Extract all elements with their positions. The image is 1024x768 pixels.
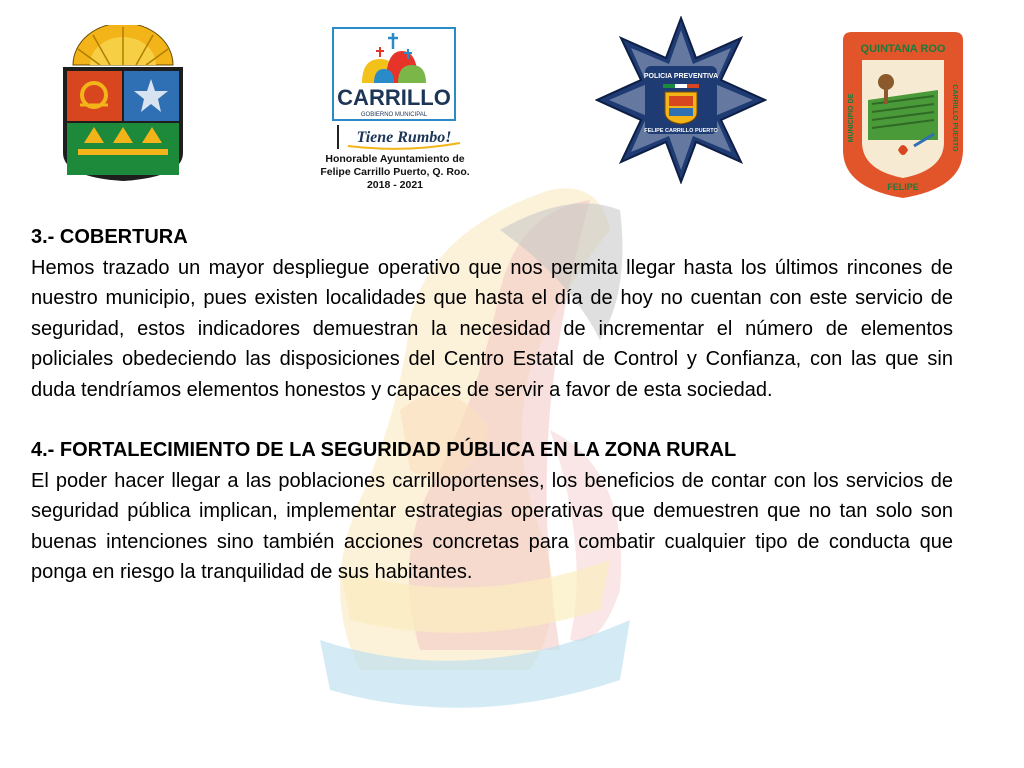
municipio-seal-icon: [838, 30, 968, 200]
section-spacer: [31, 405, 953, 435]
section-4-body: El poder hacer llegar a las poblaciones carrilloportenses, los beneficios de contar con los servicios de seguridad pública implican, implementar estrategias operativas que demuestren que no tan solo son buenas intenciones sino también acciones concretas para combatir cualquier tipo de conducta que ponga en riesgo la tranquilidad de sus habitantes.: [31, 469, 953, 583]
seal-left-text: MUNICIPIO DE: [848, 93, 855, 143]
section-3-title: 3.- COBERTURA: [31, 226, 188, 248]
section-4-title: 4.- FORTALECIMIENTO DE LA SEGURIDAD PÚBLICA EN LA ZONA RURAL: [31, 439, 737, 461]
section-3-body: Hemos trazado un mayor despliegue operativo que nos permita llegar hasta los últimos rincones de nuestro municipio, pues existen localidades que hasta el día de hoy no cuentan con este servicio de seguridad, estos indicadores demuestran la necesidad de incrementar el número de elementos policiales obedeciendo las disposiciones del Centro Estatal de Control y Confianza, con las que sin duda tendríamos elementos honestos y capaces de servir a favor de esta sociedad.: [31, 256, 953, 401]
tiene-rumbo-slogan: Tiene Rumbo!: [356, 129, 452, 146]
shield-icon: [665, 92, 697, 124]
gobierno-municipal-text: GOBIERNO MUNICIPAL: [360, 112, 428, 118]
sun-rays-icon: [73, 25, 173, 65]
caption-line-3: 2018 - 2021: [366, 179, 424, 191]
caption-line-1: Honorable Ayuntamiento de: [325, 153, 465, 165]
pyramids-icon: [78, 127, 168, 155]
seal-right-text: CARRILLO PUERTO: [951, 84, 958, 152]
seal-top-text: QUINTANA ROO: [860, 43, 946, 55]
badge-bottom-text: FELIPE CARRILLO PUERTO: [644, 128, 718, 134]
seal-bottom-text: FELIPE: [887, 182, 919, 192]
quintana-roo-coat-of-arms-icon: [60, 25, 186, 183]
ayuntamiento-caption: [300, 153, 490, 192]
carrillo-brand-text: CARRILLO: [337, 85, 451, 110]
slide-content: [31, 222, 953, 588]
caption-line-2: Felipe Carrillo Puerto, Q. Roo.: [320, 166, 470, 178]
badge-top-text: POLICIA PREVENTIVA: [643, 73, 719, 80]
policia-preventiva-badge-icon: [595, 16, 767, 184]
